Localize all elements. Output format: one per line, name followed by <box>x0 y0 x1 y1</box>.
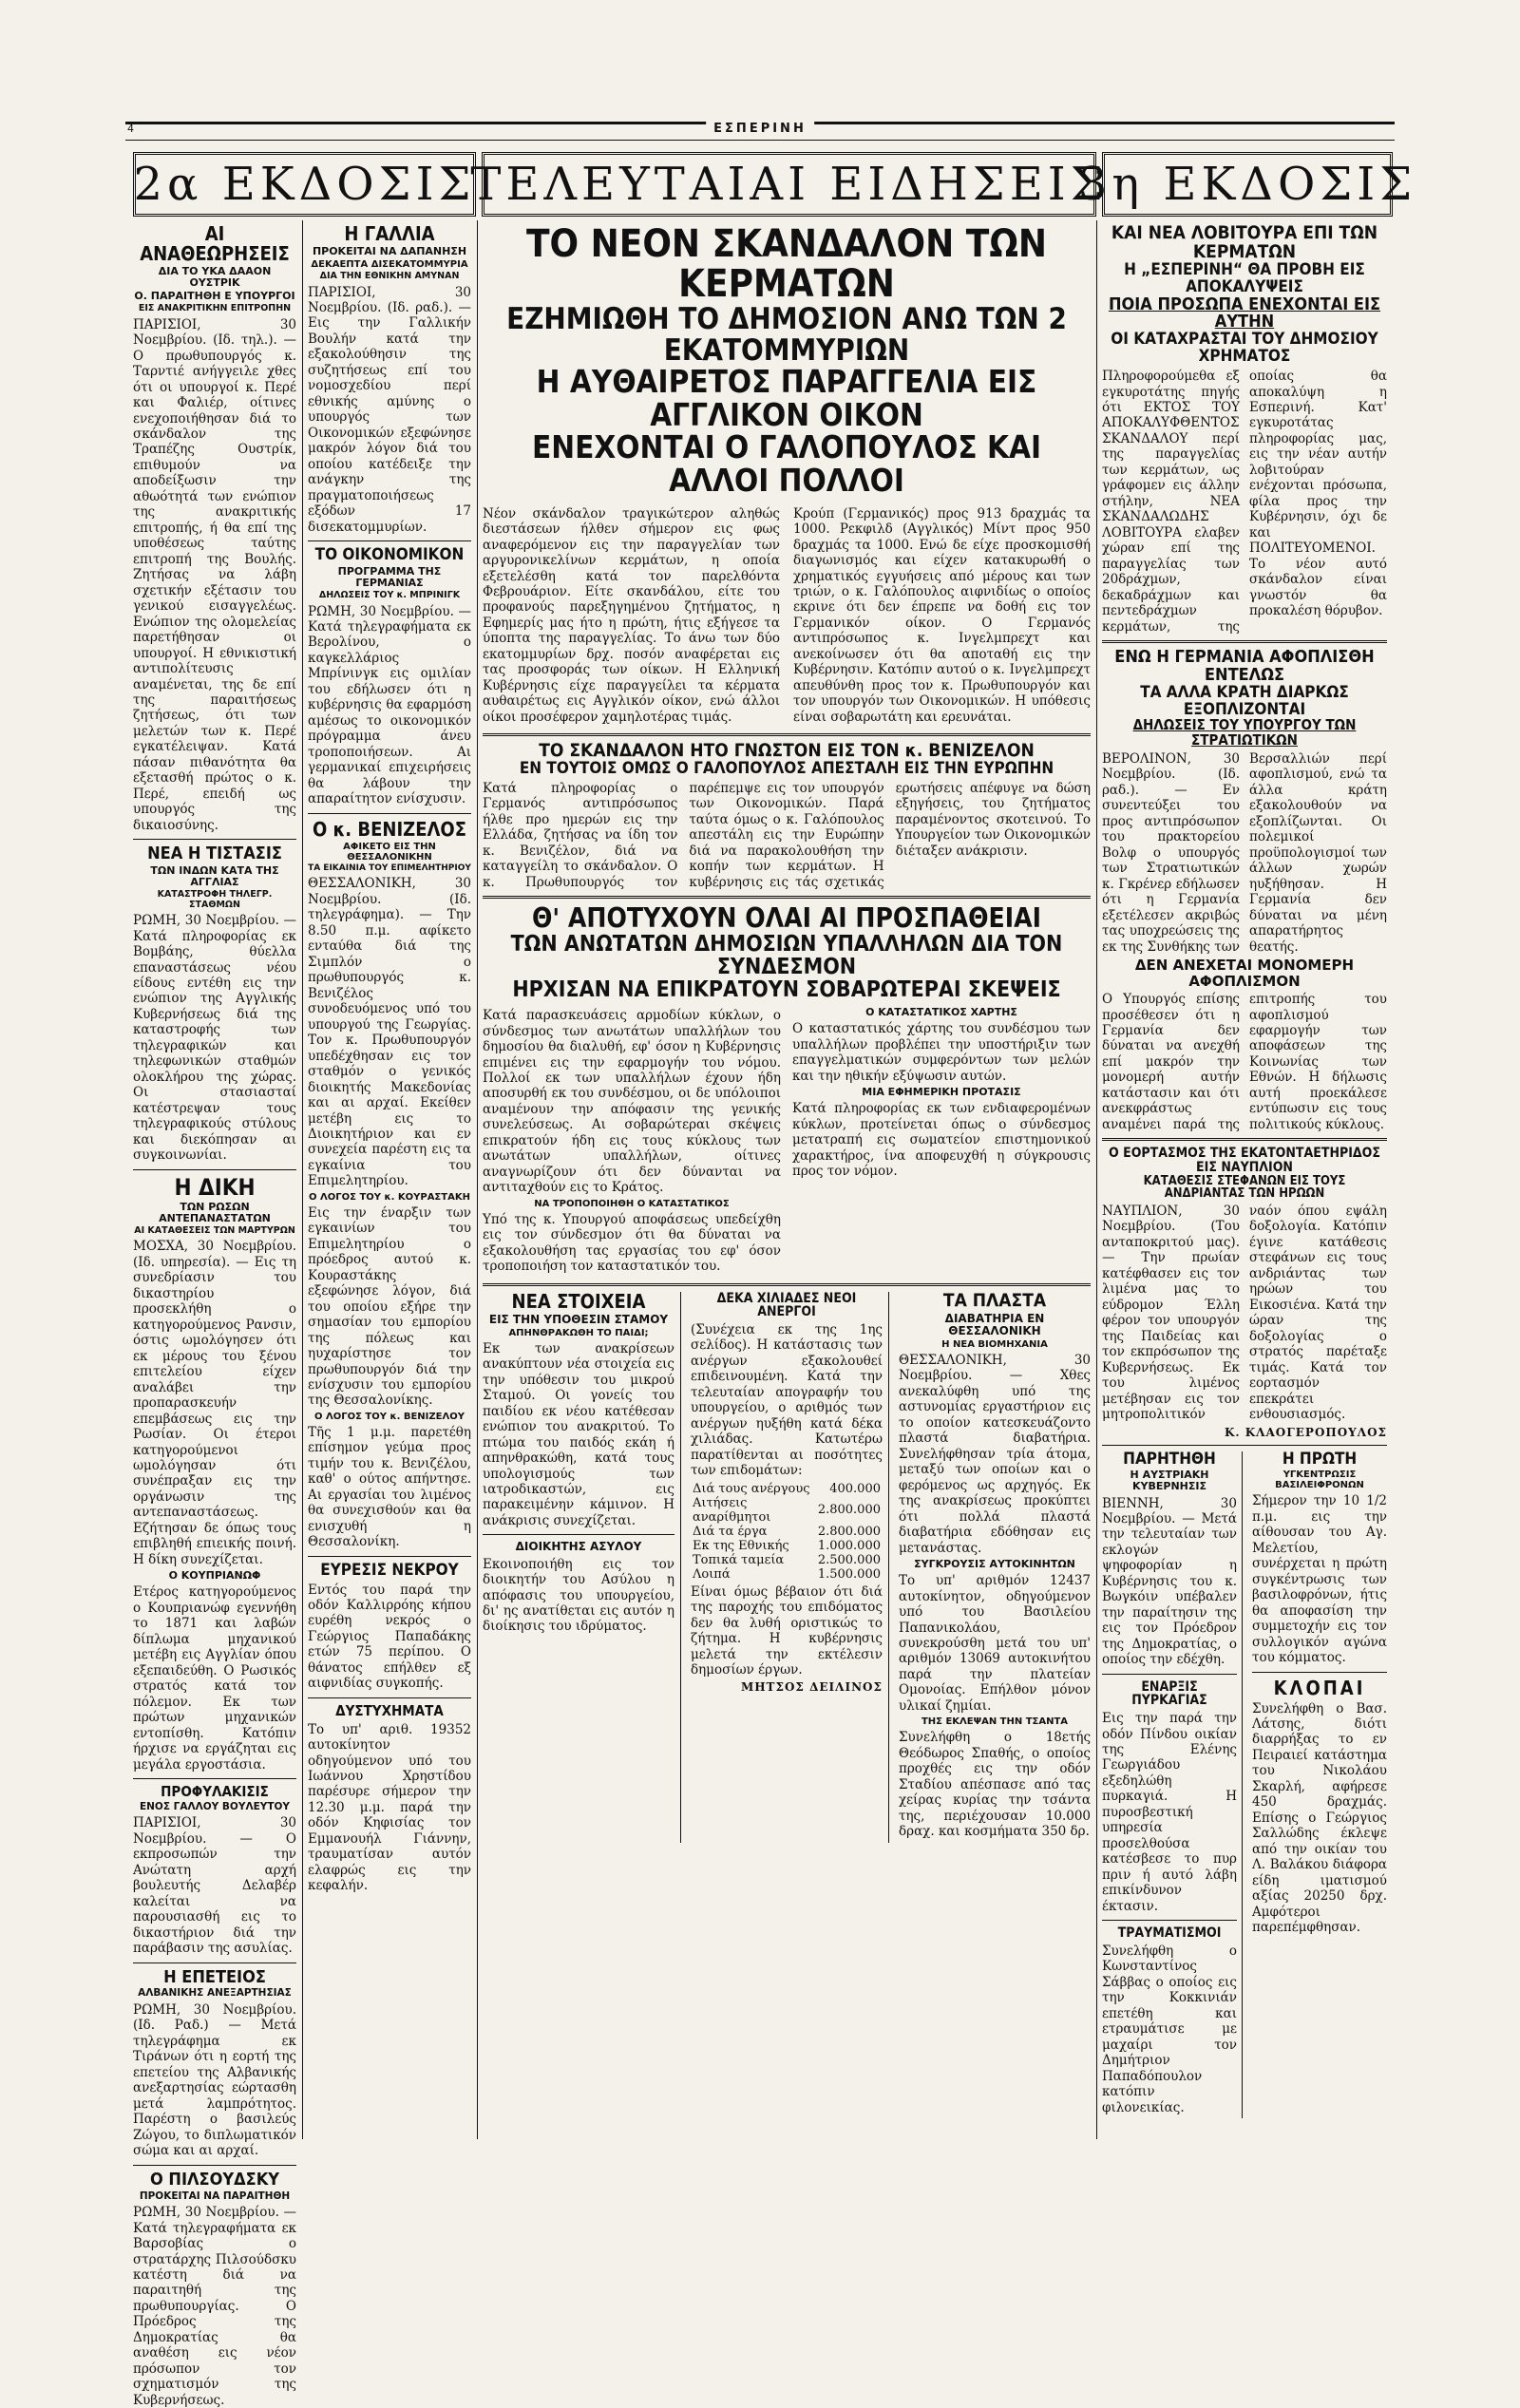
table-cell-value: 2.500.000 <box>817 1552 881 1567</box>
subheadline: ΚΑΤΑΣΤΡΟΦΗ ΤΗΛΕΓΡ. ΣΤΑΘΜΩΝ <box>157 889 273 910</box>
headline: ΗΡΧΙΣΑΝ ΝΑ ΕΠΙΚΡΑΤΟΥΝ ΣΟΒΑΡΩΤΕΡΑΙ ΣΚΕΨΕΙΣ <box>512 976 1061 1002</box>
main-headline: ΕΝΕΧΟΝΤΑΙ Ο ΓΑΛΟΠΟΥΛΟΣ ΚΑΙ ΑΛΛΟΙ ΠΟΛΛΟΙ <box>531 428 1042 500</box>
subheadline: ΔΕΚΑΕΠΤΑ ΔΙΣΕΚΑΤΟΜΜΥΡΙΑ <box>311 259 468 271</box>
headline: ΤΟ ΟΙΚΟΝΟΜΙΚΟΝ <box>314 545 465 565</box>
table-row <box>691 1553 883 1567</box>
subheadline: ΤΩΝ ΙΝΔΩΝ ΚΑΤΑ ΤΗΣ ΑΓΓΛΙΑΣ <box>150 864 279 889</box>
subheadline: ΠΡΟΚΕΙΤΑΙ ΝΑ ΔΑΠΑΝΗΣΗ <box>312 245 467 257</box>
subheadline: Ο ΚΑΤΑΣΤΑΤΙΚΟΣ ΧΑΡΤΗΣ <box>865 1006 1017 1019</box>
headline: ΚΑΙ ΝΕΑ ΛΟΒΙΤΟΥΡΑ ΕΠΙ ΤΩΝ ΚΕΡΜΑΤΩΝ <box>1111 222 1378 262</box>
article-venizelos-knew <box>483 742 1091 890</box>
headline: ΕΝ ΤΟΥΤΟΙΣ ΟΜΩΣ Ο ΓΑΛΟΠΟΥΛΟΣ ΑΠΕΣΤΑΛΗ ΕΙΣ ΤΗΝ ΕΥΡΩΠΗΝ <box>519 759 1054 779</box>
main-headline: ΕΖΗΜΙΩΘΗ ΤΟ ΔΗΜΟΣΙΟΝ ΑΝΩ ΤΩΝ 2 ΕΚΑΤΟΜΜΥΡΙΩΝ <box>506 302 1067 368</box>
article-body: Συνελήφθη ο 18ετής Θεόδωρος Σπαθής, ο οποίος προχθές εις την οδόν Σταδίου απέσπασε από τας χείρας κυρίας την τσάντα της, περιέχουσαν 10.000 δραχ. και κοσμήματα 350 δρ. <box>899 1730 1091 1840</box>
article-pilsudski <box>133 2171 296 2408</box>
center-spread <box>483 224 1091 2143</box>
article-body: Τῆς 1 μ.μ. παρετέθη επίσημον γεύμα προς τιμήν του κ. Βενιζέλου, καθ' ο ούτος απήντησε. Αι εργασίαι του λιμένος θα συνεχισθούν και θα ενισχυθή η Θεσσαλονίκη. <box>308 1424 471 1550</box>
headline: Ο ΕΟΡΤΑΣΜΟΣ ΤΗΣ ΕΚΑΤΟΝΤΑΕΤΗΡΙΔΟΣ ΕΙΣ ΝΑΥΠΛΙΟΝ <box>1109 1146 1380 1175</box>
article-body: Ετέρος κατηγορούμενος ο Κουπριανώφ εγεννήθη το 1871 και λαβών δίπλωμα μηχανικού μετέβη εις Αγγλίαν όπου εξεπαιδεύθη. Ο Ρωσικός στρατός κατά τον πόλεμον. Εκ των πρώτων μηχανικών εντοπίσθη. Κατόπιν ήρχισε να εργάζηται εις μεγάλα εργοστάσια. <box>133 1584 296 1773</box>
article-nafplion-celebration <box>1102 1147 1387 1438</box>
subheadline: ΔΙΑ ΤΟ ΥΚΑ ΔΑΑΟΝ ΟΥΣΤΡΙΚ <box>158 265 272 290</box>
lower-center-row <box>483 1289 1091 1843</box>
article-france-defense <box>308 224 471 535</box>
article-royalist-gathering <box>1252 1451 1387 1666</box>
subheadline: ΔΗΛΩΣΕΙΣ ΤΟΥ κ. ΜΠΡΙΝΙΓΚ <box>318 590 461 601</box>
article-body: Εκ των ανακρίσεων ανακύπτουν νέα στοιχεία εις την υπόθεσιν του μικρού Σταμού. Οι γονείς του παιδίου εκ νέου κατέθεσαν ενώπιον του ανακριτού. Το πτώμα του παιδός εκάη ή απηνθρακώθη, κατά τους υπολογισμούς των ιατροδικαστών, εις παρακειμένην κάμινον. Η ανάκρισις συνεχίζεται. <box>483 1340 674 1528</box>
byline: ΜΗΤΣΟΣ ΔΕΙΛΙΝΟΣ <box>740 1680 883 1695</box>
article-body: Πληροφορούμεθα εξ εγκυροτάτης πηγής ότι ΕΚΤΟΣ ΤΟΥ ΑΠΟΚΑΛΥΦΘΕΝΤΟΣ ΣΚΑΝΔΑΛΟΥ περί της παραγγελίας των κερμάτων, ως γράφομεν εις άλλην στήλην, ΝΕΑ ΣΚΑΝΔΑΛΩΔΗΣ ΛΟΒΙΤΟΥΡΑ ελαβεν χώραν επί της παραγγελίας των 20δράχμων, δεκαδράχμων και πεντεδράχμων κερμάτων, της οποίας θα αποκαλύψη η Εσπερινή. Κατ' εγκυροτάτας πληροφορίας μας, εις την νέαν αυτήν λοβιτούραν ενέχονται πρόσωπα, φίλα προς την Κυβέρνησιν, όχι δε και ΠΟΛΙΤΕΥΟΜΕΝΟΙ. Το νέον αυτό σκάνδαλον είναι γνωστόν θα προκαλέση θόρυβον. <box>1102 369 1387 635</box>
subheadline: ΕΙΣ ΤΗΝ ΥΠΟΘΕΣΙΝ ΣΤΑΜΟΥ <box>488 1312 669 1326</box>
banner-second-edition: 2α ΕΚΔΟΣΙΣ <box>133 152 476 217</box>
article-injuries <box>1102 1926 1237 2115</box>
divider <box>1252 1672 1387 1673</box>
headline: ΕΥΡΕΣΙΣ ΝΕΚΡΟΥ <box>320 1560 459 1580</box>
article-stamos-case <box>483 1289 681 1843</box>
divider <box>308 813 471 814</box>
article-body: Κρούπ (Γερμανικός) προς 913 δραχμάς τα 1000. Ρεκφιλδ (Αγγλικός) Μίντ προς 950 δραχμάς τα 1000. Ενώ δε είχε προσκομισθή διαγωνισμός και είχεν κατακυρωθή ο χρηματικός εγγυήσεις από μέρους και των τριών, ο κ. Γαλόπουλος αιφνιδίως ο οποίος εκρινε ότι δεν έπρεπε να δοθή εις τον Γερμανικόν οίκον. Ο Γερμανός αντιπρόσωπος κ. Ινγελμπρεχτ και ανεκοίνωσεν ότι θα αποταθή εις την Κυβέρνησιν. Κατόπιν αυτού ο κ. Ινγελμπρεχτ απευθύνθη προς τον κ. Πρωθυπουργόν και τον υπουργόν των Οικονομικών. Η υπόθεσις είναι σοβαρωτάτη και ερευνάται. <box>793 505 1091 725</box>
headline: Η ΓΑΛΛΙΑ <box>344 222 435 245</box>
divider <box>133 1778 296 1779</box>
subheadline: ΠΡΟΚΕΙΤΑΙ ΝΑ ΠΑΡΑΙΤΗΘΗ <box>139 2190 291 2202</box>
article-india <box>133 845 296 1163</box>
article-new-coin-deal <box>1102 224 1387 635</box>
article-fake-passports <box>899 1289 1091 1843</box>
column-rule <box>302 220 303 2139</box>
article-civil-servants <box>483 904 1091 1277</box>
byline: Κ. ΚΛΑΟΓΕΡΟΠΟΥΛΟΣ <box>1224 1425 1387 1439</box>
article-body: Εκοινοποιήθη εις τον διοικητήν του Ασύλου η απόφασις του υπουργείου, δι' ης ανατίθεται εις αυτόν η διοίκησις του ιδρύματος. <box>483 1556 674 1635</box>
headline: Θ' ΑΠΟΤΥΧΟΥΝ ΟΛΑΙ ΑΙ ΠΡΟΣΠΑΘΕΙΑΙ <box>532 902 1041 935</box>
headline: ΔΕΚΑ ΧΙΛΙΑΔΕΣ ΝΕΟΙ ΑΝΕΡΓΟΙ <box>716 1290 857 1320</box>
article-detention <box>133 1785 296 1957</box>
table-row <box>691 1525 883 1539</box>
headline: Ο κ. ΒΕΝΙΖΕΛΟΣ <box>312 817 467 841</box>
headline: ΝΕΑ Η ΤΙΣΤΑΣΙΣ <box>147 844 282 864</box>
subheadline: ΔΕΝ ΑΝΕΧΕΤΑΙ ΜΟΝΟΜΕΡΗ ΑΦΟΠΛΙΣΜΟΝ <box>1134 957 1355 990</box>
subheadline: ΤΑ ΕΙΚΑΙΝΙΑ ΤΟΥ ΕΠΙΜΕΛΗΤΗΡΙΟΥ <box>308 863 471 873</box>
headline: ΚΑΤΑΘΕΣΙΣ ΣΤΕΦΑΝΩΝ ΕΙΣ ΤΟΥΣ ΑΝΔΡΙΑΝΤΑΣ ΤΩΝ ΗΡΩΩΝ <box>1143 1173 1346 1202</box>
table-cell-value: 2.800.000 <box>817 1503 881 1518</box>
headline: ΚΛΟΠΑΙ <box>1273 1676 1366 1699</box>
divider <box>133 1962 296 1963</box>
subheadline: Ο ΛΟΓΟΣ ΤΟΥ κ. ΒΕΝΙΖΕΛΟΥ <box>314 1411 465 1422</box>
article-fire <box>1102 1680 1237 1914</box>
article-body: Υπό της κ. Υπουργού αποφάσεως υπεδείχθη εις τον σύνδεσμον ότι θα δύναται να εξακολουθήση τας εργασίας του εφ' όσον τροποποιήση τον καταστατικόν του. <box>483 1211 781 1275</box>
headline: Η „ΕΣΠΕΡΙΝΗ“ ΘΑ ΠΡΟΒΗ ΕΙΣ ΑΠΟΚΑΛΥΨΕΙΣ <box>1124 259 1365 296</box>
divider <box>483 1534 674 1535</box>
article-body: ΠΑΡΙΣΙΟΙ, 30 Νοεμβρίου. (Ιδ. ραδ.). — Εις την Γαλλικήν Βουλήν κατά την εξακολούθησιν της συζητήσεως επί του νομοσχεδίου περί εθνικής αμύνης ο υπουργός των Οικονομικών εξεφώνησε μακρόν λόγον διά του οποίου κατέδειξε την ανάγκην της πραγματοποιήσεως εξόδων 17 δισεκατομμυρίων. <box>308 284 471 535</box>
main-headline: Η ΑΥΘΑΙΡΕΤΟΣ ΠΑΡΑΓΓΕΛΙΑ ΕΙΣ ΑΓΓΛΙΚΟΝ ΟΙΚΟΝ <box>536 363 1037 433</box>
divider <box>483 733 1091 736</box>
article-body: Εις την έναρξιν των εγκαινίων του Επιμελητηρίου ο πρόεδρος αυτού κ. Κουραστάκης εξεφώνησε λόγον, διά του οποίου εξήρε την σημασίαν του εμπορίου της πόλεως και ηυχαρίστησε τον πρωθυπουργόν διά την ενίσχυσιν του εμπορίου της Θεσσαλονίκης. <box>308 1204 471 1409</box>
subheadline: ΑΠΗΝΘΡΑΚΩΘΗ ΤΟ ΠΑΙΔΙ; <box>508 1327 649 1338</box>
headline: Η ΠΡΩΤΗ <box>1282 1449 1358 1469</box>
table-row <box>691 1496 883 1525</box>
article-body: Κατά πληροφορίας ο Γερμανός αντιπρόσωπος ήλθε προ ημερών εις την Ελλάδα, ζητήσας να ίδη τον κ. Βενιζέλον, διά να καταγγείλη το σκάνδαλον. Ο κ. Πρωθυπουργός τον παρέπεμψε εις τον υπουργόν των Οικονομικών. Παρά ταύτα όμως ο κ. Γαλόπουλος απεστάλη εις την Ευρώπην διά να παρακολουθήση την κοπήν των κερμάτων. Η κυβέρνησις εις τάς σχετικάς ερωτήσεις απέφυγε να δώση εξηγήσεις, του ζητήματος παραμένοντος σκοτεινού. Το Υπουργείον των Οικονομικών διέταξεν ανάκρισιν. <box>483 781 1091 890</box>
headline: Η ΕΠΕΤΕΙΟΣ <box>163 1966 266 1987</box>
article-thefts <box>1252 1678 1387 1936</box>
headline: Ο ΠΙΛΣΟΥΔΣΚΥ <box>150 2169 279 2190</box>
masthead <box>125 122 1395 141</box>
table-cell-value: 1.000.000 <box>817 1538 881 1553</box>
subheadline: ΑΦΙΚΕΤΟ ΕΙΣ ΤΗΝ ΘΕΣΣΑΛΟΝΙΚΗΝ <box>343 841 436 863</box>
article-body: ΘΕΣΣΑΛΟΝΙΚΗ, 30 Νοεμβρίου. — Χθες ανεκαλύφθη υπό της αστυνομίας εργαστήριον εις το οποίον κατεσκευάζοντο πλαστά διαβατήρια. Συνελήφθησαν τρία άτομα, μεταξύ των οποίων και ο φερόμενος ως αρχηγός. Εκ της ανακρίσεως προκύπτει ότι πολλά πλαστά διαβατήρια εδόθησαν εις μετανάστας. <box>899 1352 1091 1556</box>
headline: ΟΙ ΚΑΤΑΧΡΑΣΤΑΙ ΤΟΥ ΔΗΜΟΣΙΟΥ ΧΡΗΜΑΤΟΣ <box>1111 330 1378 367</box>
article-body: Συνελήφθη ο Βασ. Λάτσης, διότι διαρρήξας το εν Πειραιεί κατάστημα του Νικολάου Σκαρλή, αφήρεσε 450 δραχμάς. Επίσης ο Γεώργιος Σαλλώδης έκλεψε από την οικίαν του Λ. Βαλάκου διάφορα είδη ιματισμού αξίας 20250 δρχ. Αμφότεροι παρεπέμφθησαν. <box>1252 1700 1387 1936</box>
article-body: Νέον σκάνδαλον τραγικώτερον αληθώς διεστάσεων ήλθεν σήμερον εις φως αναφερόμενον εις την παραγγελίαν των αργυρονικελίνων κερμάτων, η οποία εξετελέσθη κατά τον παρελθόντα Φεβρουάριον. Είτε σκανδάλου, είτε του προφανούς παρεξηγημένου ζητήματος, η Εφημερίς μας ήτο η πρώτη, ήτις εξήγεσε τα ύποπτα της παραγγελίας. Το άνω των δύο εκατομμυρίων δρχ. ποσόν αναφέρεται εις τας προσφοράς των οίκων. Η Ελληνική Κυβέρνησις είχε παραγγείλει τα κέρματα αυθαιρέτως εις Αγγλικόν οίκον, ενώ άλλοι οίκοι προσέφερον χαμηλοτέρας τιμάς. <box>483 505 780 725</box>
newspaper-name: ΕΣΠΕΡΙΝΗ <box>706 122 814 136</box>
table-cell-label: Διά τα έργα <box>693 1524 768 1539</box>
article-body: Κατά πληροφορίας εκ των ενδιαφερομένων κύκλων, προτείνεται όπως ο σύνδεσμος μετατραπή εις σωματείον επιστημονικού χαρακτήρος, ίνα αποφευχθή η σύγκρουσις προς τον νόμον. <box>792 1101 1091 1180</box>
lower-right-row <box>1102 1451 1387 2119</box>
headline: ΤΑ ΑΛΛΑ ΚΡΑΤΗ ΔΙΑΡΚΩΣ ΕΞΟΠΛΙΖΟΝΤΑΙ <box>1140 682 1349 719</box>
article-body: ΘΕΣΣΑΛΟΝΙΚΗ, 30 Νοεμβρίου. (Ιδ. τηλεγράφημα). — Την 8.50 π.μ. αφίκετο ενταύθα διά της Σιμπλόν ο πρωθυπουργός κ. Βενιζέλος συνοδευόμενος υπό του υπουργού της Γεωργίας. Τον κ. Πρωθυπουργόν υπεδέχθησαν εις τον σταθμόν ο γενικός διοικητής Μακεδονίας και αι αρχαί. Εκείθεν μετέβη εις το Διοικητήριον και εν συνεχεία παρέστη εις τα εγκαίνια του Επιμελητηρίου. <box>308 876 471 1189</box>
divider <box>308 1697 471 1698</box>
article-accidents <box>308 1701 471 1894</box>
headline: ΑΙ ΑΝΑΘΕΩΡΗΣΕΙΣ <box>140 222 290 265</box>
table-cell-value: 400.000 <box>829 1481 881 1496</box>
subheadline: Η ΝΕΑ ΒΙΟΜΗΧΑΝΙΑ <box>941 1338 1048 1350</box>
headline: ΤΩΝ ΑΝΩΤΑΤΩΝ ΔΗΜΟΣΙΩΝ ΥΠΑΛΛΗΛΩΝ ΔΙΑ ΤΟΝ ΣΥΝΔΕΣΜΟΝ <box>510 931 1063 979</box>
article-coin-scandal <box>483 224 1091 728</box>
divider <box>1102 1445 1387 1446</box>
headline: ΔΥΣΤΥΧΗΜΑΤΑ <box>335 1701 444 1719</box>
divider <box>1102 1920 1237 1921</box>
subheadline: ΥΓΚΕΝΤΡΩΣΙΣ ΒΑΣΙΛΕΙΦΡΟΝΩΝ <box>1275 1469 1364 1491</box>
article-revisions <box>133 224 296 833</box>
article-body: Εις την παρά την οδόν Πίνδου οικίαν της Ελένης Γεωργιάδου εξεδηλώθη πυρκαγιά. Η πυροσβεστική υπηρεσία προσελθούσα κατέσβεσε το πυρ πριν ή αυτό λάβη επικίνδυνον έκτασιν. <box>1102 1711 1237 1914</box>
article-body: ΜΟΣΧΑ, 30 Νοεμβρίου. (Ιδ. υπηρεσία). — Εις τη συνεδρίασιν του δικαστηρίου προσεκλήθη ο κατηγορούμενος Ρανσιν, όστις ωμολόγησεν ότι εκ μέρους του ξένου επιτελείου είχεν αναλάβει την προπαρασκευήν επεμβάσεως εις την Ρωσίαν. Οι έτεροι κατηγορούμενοι ωμολόγησαν ότι συνέπραξαν εις την οργάνωσιν της αντεπαναστάσεως. Εζήτησαν δε όπως τους επιβληθή επιεικής ποινή. Η δίκη συνεχίζεται. <box>133 1239 296 1567</box>
subheadline: ΤΩΝ ΡΩΣΩΝ ΑΝΤΕΠΑΝΑΣΤΑΤΩΝ <box>159 1200 271 1224</box>
article-body: (Συνέχεια εκ της 1ης σελίδος). Η κατάστασις των ανέργων εξακολουθεί επιδεινουμένη. Κατά την τελευταίαν απογραφήν του υπουργείου, ο αριθμός των ανέργων ηυξήθη κατά δέκα χιλιάδας. Κατωτέρω παρατίθενται αι ποσότητες των επιδομάτων: <box>691 1321 883 1479</box>
article-body: Το υπ' αριθ. 19352 αυτοκίνητον οδηγούμενον υπό του Ιωάννου Χρηστίδου παρέσυρε σήμερον την 12.30 μ.μ. παρά την οδόν Κηφισίας τον Εμμανουήλ Γιάννην, τραυματίσαν αυτόν ελαφρώς εις την κεφαλήν. <box>308 1721 471 1894</box>
article-body: ΝΑΥΠΛΙΟΝ, 30 Νοεμβρίου. (Του ανταποκριτού μας). — Την πρωίαν κατέφθασεν εις τον λιμένα μας το εύδρομον Έλλη φέρον τον υπουργόν της Παιδείας και τον εκπρόσωπον της Κυβερνήσεως. Εκ του λιμένος μετέβησαν εις τον μητροπολιτικόν ναόν όπου εψάλη δοξολογία. Κατόπιν έγινε κατάθεσις στεφάνων εις τους ανδριάντας των ηρώων του Εικοσιένα. Κατά την ώραν της δοξολογίας ο στρατός παρέταξε τιμάς. Κατά τον εορτασμόν επεκράτει ενθουσιασμός. <box>1102 1203 1387 1423</box>
divider <box>133 1169 296 1170</box>
column-rule <box>477 220 478 2139</box>
table-cell-label: Τοπικά ταμεία <box>693 1552 785 1567</box>
column-5 <box>1102 224 1387 2143</box>
article-germany-disarmed <box>1102 649 1387 1132</box>
table-cell-label: Λοιπά <box>693 1566 731 1582</box>
headline: ΕΝΩ Η ΓΕΡΜΑΝΙΑ ΑΦΟΠΛΙΣΘΗ ΕΝΤΕΛΩΣ <box>1114 647 1375 685</box>
article-corpse-found <box>308 1560 471 1692</box>
table-cell-label: Διά τους ανέργους <box>693 1481 810 1496</box>
subheadline: Ο ΛΟΓΟΣ ΤΟΥ κ. ΚΟΥΡΑΣΤΑΚΗ <box>309 1191 470 1203</box>
article-body: ΠΑΡΙΣΙΟΙ, 30 Νοεμβρίου. (Ιδ. τηλ.). — Ο πρωθυπουργός κ. Ταρντιέ ανήγγειλε χθες ότι οι υπουργοί κ. Περέ και Φαλιέρ, οίτινες ενεχοποιήθησαν διά το σκάνδαλον της Τραπέζης Ουστρίκ, επιθυμούν να αποδείξωσιν την αθωότητά των ενώπιον της ανακριτικής επιτροπής, ή θα επί της υποθέσεως ταύτης επιτροπή της Βουλής. Ζητήσας να λάβη σχετικήν εξέτασιν του γενικού εισαγγελέως. Ενώπιον της ολομελείας παρετήθησαν οι υπουργοί. Η εθνικιστική αντιπολίτευσις αναμένεται, της δε επί της παραιτήσεως ζητήσεως, ότι των μελετών των κ. Περέ εγκατέλειψαν. Κατά πάσαν πιθανότητα θα εξετασθή πρώτος ο κ. Περέ, επειδή ως υπουργός της δικαιοσύνης. <box>133 316 296 833</box>
main-headline: ΤΟ ΝΕΟΝ ΣΚΑΝΔΑΛΟΝ ΤΩΝ ΚΕΡΜΑΤΩΝ <box>525 222 1048 306</box>
article-body: ΡΩΜΗ, 30 Νοεμβρίου. — Κατά πληροφορίας εκ Βομβάης, θύελλα επαναστάσεως νέου είδους εντέθη εις την ενώπιον της Αγγλικής Κυβερνήσεως διά της καταστροφής των τηλεγραφικών και τηλεφωνικών σταθμών ολοκλήρου της χώρας. Οι στασιασταί κατέστρεψαν τους τηλεγραφικούς στύλους και διεκόπησαν αι συγκοινωνίαι. <box>133 913 296 1164</box>
article-body: Το υπ' αριθμόν 12437 αυτοκίνητον, οδηγούμενον υπό του Βασιλείου Παπανικολάου, συνεκρούσθη μετά του υπ' αριθμόν 13069 αυτοκινήτου παρά την πλατείαν Ομονοίας. Επήλθον μόνον υλικαί ζημίαι. <box>899 1573 1091 1714</box>
subheadline: ΕΙΣ ΑΝΑΚΡΙΤΙΚΗΝ ΕΠΙΤΡΟΠΗΝ <box>138 303 292 314</box>
table-row <box>691 1567 883 1582</box>
divider <box>1102 1138 1387 1141</box>
headline: ΤΟ ΣΚΑΝΔΑΛΟΝ ΗΤΟ ΓΝΩΣΤΟΝ ΕΙΣ ΤΟΝ κ. ΒΕΝΙΖΕΛΟΝ <box>539 740 1035 762</box>
divider <box>133 839 296 840</box>
article-anniversary <box>133 1966 296 2159</box>
table-row <box>691 1539 883 1553</box>
article-body: Ο καταστατικός χάρτης του συνδέσμου των υπαλλήλων προβλέπει την υποστήριξιν των επαγγελματικών συμφερόντων των μελών και την ηθικήν εξύψωσιν αυτών. <box>792 1021 1091 1084</box>
article-germany-economy <box>308 547 471 807</box>
article-body: Συνελήφθη ο Κωνσταντίνος Σάββας ο οποίος εις την Κοκκινιάν επετέθη και ετραυμάτισε με μαχαίρι τον Δημήτριον Παπαδόπουλον κατόπιν φιλονεικίας. <box>1102 1943 1237 2115</box>
headline: Η ΔΙΚΗ <box>174 1173 256 1201</box>
subheadline: Η ΑΥΣΤΡΙΑΚΗ ΚΥΒΕΡΝΗΣΙΣ <box>1130 1469 1209 1493</box>
article-body: ΡΩΜΗ, 30 Νοεμβρίου. (Ιδ. Ραδ.) — Μετά τηλεγράφημα εκ Τιράνων ότι η εορτή της επετείου της Αλβανικής ανεξαρτησίας εώρτασθη μετά λαμπρότητος. Παρέστη ο βασιλεύς Ζώγου, το διπλωματικόν σώμα και αι αρχαί. <box>133 2001 296 2159</box>
article-body: ΒΕΡΟΛΙΝΟΝ, 30 Νοεμβρίου. (Ιδ. ραδ.). — Εν συνεντεύξει του προς αντιπρόσωπον του πρακτορείου Βολφ ο υπουργός των Στρατιωτικών κ. Γκρένερ εδήλωσεν ότι η Γερμανία εξετέλεσεν ακριβώς τας υποχρεώσεις της εκ της Συνθήκης των Βερσαλλιών περί αφοπλισμού, ενώ τα άλλα κράτη εξακολουθούν να εξοπλίζωνται. Οι πολεμικοί προϋπολογισμοί των άλλων χωρών ηυξήθησαν. Η Γερμανία δεν δύναται να μένη απαρατήρητος θεατής. <box>1102 750 1387 955</box>
article-body: Σήμερον την 10 1/2 π.μ. εις την αίθουσαν του Αγ. Μελετίου, συνέρχεται η πρώτη συγκέντρωσις των βασιλοφρόνων, ήτις θα αποφασίση την συμμετοχήν εις τον συλλογικόν αγώνα του κόμματος. <box>1252 1493 1387 1666</box>
subheadline: ΔΙΑ ΤΗΝ ΕΘΝΙΚΗΝ ΑΜΥΝΑΝ <box>319 271 460 282</box>
divider <box>308 1556 471 1557</box>
table-row <box>691 1482 883 1496</box>
allowance-table <box>691 1482 883 1582</box>
divider <box>133 2165 296 2166</box>
table-cell-label: Εκ της Εθνικής <box>693 1538 789 1553</box>
subheadline: ΜΙΑ ΕΦΗΜΕΡΙΚΗ ΠΡΟΤΑΣΙΣ <box>862 1086 1021 1099</box>
divider <box>308 540 471 541</box>
banner-third-edition: 3η ΕΚΔΟΣΙΣ <box>1102 152 1393 217</box>
page-number: 4 <box>127 123 134 135</box>
subheadline: ΝΑ ΤΡΟΠΟΠΟΙΗΘΗ Ο ΚΑΤΑΣΤΑΤΙΚΟΣ <box>534 1198 730 1209</box>
divider <box>1102 640 1387 643</box>
divider <box>1102 1674 1237 1675</box>
subheadline: ΔΙΑΒΑΤΗΡΙΑ ΕΝ ΘΕΣΣΑΛΟΝΙΚΗ <box>944 1311 1045 1337</box>
table-cell-label: Αιτήσεις αναρίθμητοι <box>693 1495 771 1525</box>
article-body: ΡΩΜΗ, 30 Νοεμβρίου. — Κατά τηλεγραφήματα εκ Βερολίνου, ο καγκελλάριος Μπρίνινγκ εις ομιλίαν του εδήλωσεν ότι η κυβέρνησις θα εφαρμόση αμέσως το οικονομικόν πρόγραμμα άνευ τροποποιήσεων. Αι γερμανικαί επιχειρήσεις θα λάβουν την απαραίτητον ενίσχυσιν. <box>308 603 471 807</box>
headline: ΠΡΟΦΥΛΑΚΙΣΙΣ <box>161 1783 269 1801</box>
table-cell-value: 1.500.000 <box>817 1566 881 1582</box>
column-2 <box>308 224 471 2143</box>
subheadline: ΣΥΓΚΡΟΥΣΙΣ ΑΥΤΟΚΙΝΗΤΩΝ <box>914 1558 1075 1570</box>
divider <box>483 896 1091 899</box>
headline: ΤΑ ΠΛΑΣΤΑ <box>942 1289 1047 1311</box>
article-body: Κατά παρασκευάσεις αρμοδίων κύκλων, ο σύνδεσμος των ανωτάτων υπαλλήλων του δημοσίου θα διαλυθή, εφ' όσον η Κυβέρνησις επιμένει εις την εφαρμογήν του νόμου. Πολλοί εκ των υπαλλήλων έχουν ήδη αποσυρθή εκ του συνδέσμου, οι δε υπόλοιποι αναμένουν την απόφασιν της γενικής συνελεύσεως. Αι σοβαρώτεραι σκέψεις επικρατούν ήδη εις τους κύκλους των ανωτάτων υπαλλήλων, οίτινες αναγνωρίζουν ότι δεν δύνανται να αντιταχθούν εις το Κράτος. <box>483 1008 781 1196</box>
article-body: Είναι όμως βέβαιον ότι διά της παροχής του επιδόματος δεν θα λυθή οριστικώς το ζήτημα. Η κυβέρνησις μελετά την εκτέλεσιν δημοσίων έργων. <box>691 1583 883 1678</box>
subheadline: ΕΝΟΣ ΓΑΛΛΟΥ ΒΟΥΛΕΥΤΟΥ <box>139 1800 291 1812</box>
headline: ΔΗΛΩΣΕΙΣ ΤΟΥ ΥΠΟΥΡΓΟΥ ΤΩΝ ΣΤΡΑΤΙΩΤΙΚΩΝ <box>1132 716 1357 749</box>
article-unemployed <box>691 1292 889 1843</box>
headline: ΤΡΑΥΜΑΤΙΣΜΟΙ <box>1117 1925 1222 1942</box>
table-cell-value: 2.800.000 <box>817 1524 881 1539</box>
headline: ΠΟΙΑ ΠΡΟΣΩΠΑ ΕΝΕΧΟΝΤΑΙ ΕΙΣ ΑΥΤΗΝ <box>1108 294 1381 332</box>
article-body: Εντός του παρά την οδόν Καλλιρρόης κήπου ευρέθη νεκρός ο Γεώργιος Παπαδάκης ετών 75 περίπου. Ο θάνατος επήλθεν εξ αιφνιδίας συγκοπής. <box>308 1582 471 1692</box>
article-body: ΡΩΜΗ, 30 Νοεμβρίου. — Κατά τηλεγραφήματα εκ Βαρσοβίας ο στρατάρχης Πιλσούδσκυ κατέστη διά να παραιτηθή της πρωθυπουργίας. Ο Πρόεδρος της Δημοκρατίας θα αναθέση εις νέον πρόσωπον τον σχηματισμόν της Κυβερνήσεως. <box>133 2205 296 2408</box>
article-body: ΠΑΡΙΣΙΟΙ, 30 Νοεμβρίου. — Ο εκπροσωπών την Ανώτατη αρχή βουλευτής Δελαβέρ καλείται να παρουσιασθή εις το δικαστήριον διά την παράβασιν της ασυλίας. <box>133 1815 296 1957</box>
subheadline: Ο. ΠΑΡΑΙΤΗΘΗ Ε ΥΠΟΥΡΓΟΙ <box>134 290 295 303</box>
article-trial <box>133 1173 296 1773</box>
subheadline: ΔΙΟΙΚΗΤΗΣ ΑΣΥΛΟΥ <box>515 1540 642 1554</box>
article-austria-resigned <box>1102 1451 1237 1668</box>
subheadline: ΑΙ ΚΑΤΑΘΕΣΕΙΣ ΤΩΝ ΜΑΡΤΥΡΩΝ <box>134 1225 295 1237</box>
headline: ΝΕΑ ΣΤΟΙΧΕΙΑ <box>511 1289 646 1313</box>
article-body: ΒΙΕΝΝΗ, 30 Νοεμβρίου. — Μετά την τελευταίαν των εκλογών ψηφοφορίαν η Κυβέρνησις του κ. Βωγκόιν υπέβαλεν την παραίτησιν της εις τον Πρόεδρον της Δημοκρατίας, ο οποίος την εδέχθη. <box>1102 1495 1237 1668</box>
article-venizelos-thessaloniki <box>308 817 471 1550</box>
column-1 <box>133 222 296 2408</box>
subheadline: ΠΡΟΓΡΑΜΜΑ ΤΗΣ ΓΕΡΜΑΝΙΑΣ <box>337 564 442 589</box>
banner-latest-news: ΤΕΛΕΥΤΑΙΑΙ ΕΙΔΗΣΕΙΣ <box>482 152 1096 217</box>
subheadline: Ο ΚΟΥΠΡΙΑΝΩΦ <box>168 1569 261 1583</box>
subheadline: ΑΛΒΑΝΙΚΗΣ ΑΝΕΞΑΡΤΗΣΙΑΣ <box>138 1987 292 2000</box>
column-rule <box>1096 220 1097 2139</box>
headline: ΕΝΑΡΞΙΣ ΠΥΡΚΑΓΙΑΣ <box>1131 1678 1207 1709</box>
divider <box>483 1283 1091 1286</box>
article-body: Ο Υπουργός επίσης προσέθεσεν ότι η Γερμανία δεν δύναται να ανεχθή επί μακρόν την μονομερή αυτήν κατάστασιν και ότι ανεκφράστως αναμένει παρά της επιτροπής του αφοπλισμού εφαρμογήν των αποφάσεων της Κοινωνίας των Εθνών. Η δήλωσις αυτή προεκάλεσε εντύπωσιν εις τους πολιτικούς κύκλους. <box>1102 992 1387 1132</box>
headline: ΠΑΡΗΤΗΘΗ <box>1123 1449 1216 1469</box>
subheadline: ΤΗΣ ΕΚΛΕΨΑΝ ΤΗΝ ΤΣΑΝΤΑ <box>921 1716 1069 1728</box>
